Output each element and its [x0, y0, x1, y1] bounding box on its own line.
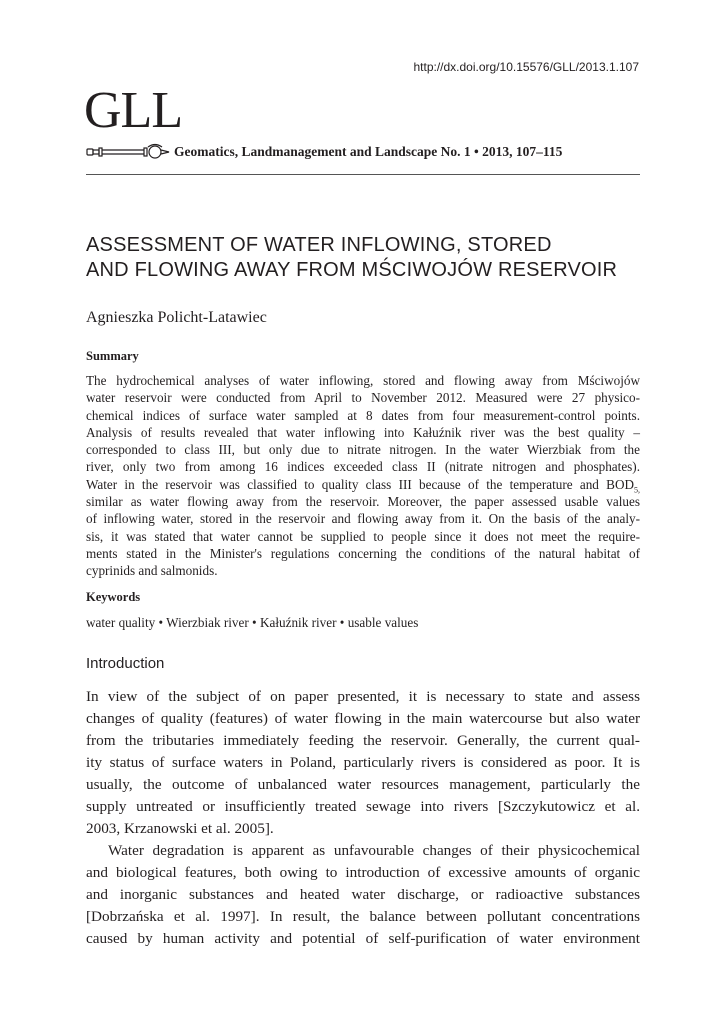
- keywords-heading: Keywords: [86, 590, 141, 604]
- summary-line: water reservoir were conducted from April to November 2012. Measured were 27 physico-: [86, 390, 640, 406]
- summary-line: cyprinids and salmonids.: [86, 563, 218, 579]
- body-line: In view of the subject of on paper presented, it is necessary to state and assess: [86, 688, 640, 705]
- summary-line: Analysis of results revealed that water inflowing into Kałuźnik river was the best quality –: [86, 424, 640, 440]
- journal-line: [86, 143, 562, 161]
- journal-title: Geomatics, Landmanagement and Landscape No. 1 • 2013, 107–115: [174, 144, 563, 159]
- doi-link[interactable]: http://dx.doi.org/10.15576/GLL/2013.1.107: [413, 60, 639, 74]
- summary-line: of inflowing water, stored in the reservoir and flowing away from it. On the basis of the analy-: [86, 511, 640, 527]
- body-line: and biological features, both owing to introduction of excessive amounts of organic: [86, 864, 640, 881]
- summary-line: sis, it was stated that water cannot be supplied to people since it does not meet the require-: [86, 528, 640, 544]
- title-line: ASSESSMENT OF WATER INFLOWING, STORED: [86, 234, 552, 256]
- body-line: and inorganic substances and heated water discharge, or radioactive substances: [86, 886, 640, 903]
- body-line: from the tributaries immediately feeding the reservoir. Generally, the current qual-: [86, 732, 640, 749]
- introduction-body: [86, 686, 640, 950]
- body-line: supply untreated or insufficiently treated sewage into rivers [Szczykutowicz et al.: [86, 798, 640, 815]
- summary-line: corresponded to class III, but only due to nitrate nitrogen. In the water Wierzbiak from the: [86, 442, 640, 458]
- body-line: 2003, Krzanowski et al. 2005].: [86, 820, 274, 837]
- body-line: usually, the outcome of unbalanced water resources management, particularly the: [86, 776, 640, 793]
- summary-line: chemical indices of surface water sampled at 8 dates from four measurement-control points.: [86, 407, 640, 423]
- summary-line-text: Water in the reservoir was classified to quality class III because of the temperature and BOD: [86, 476, 634, 492]
- summary-line: [86, 476, 640, 493]
- summary-line: The hydrochemical analyses of water inflowing, stored and flowing away from Mściwojów: [86, 373, 640, 388]
- body-line: ity status of surface waters in Poland, particularly rivers is considered as poor. It is: [86, 754, 640, 771]
- summary-text: [86, 372, 640, 580]
- body-line: Water degradation is apparent as unfavourable changes of their physicochemical: [108, 842, 640, 859]
- summary-heading: Summary: [86, 349, 139, 363]
- keywords-list: water quality • Wierzbiak river • Kałuźnik river • usable values: [86, 615, 419, 630]
- journal-logo: GLL: [84, 82, 183, 139]
- body-line: [Dobrzańska et al. 1997]. In result, the balance between pollutant concentrations: [86, 908, 640, 925]
- summary-line: similar as water flowing away from the reservoir. Moreover, the paper assessed usable values: [86, 494, 640, 510]
- article-title: [86, 233, 617, 283]
- author-name: Agnieszka Policht-Latawiec: [86, 309, 267, 326]
- introduction-heading: Introduction: [86, 655, 165, 672]
- key-ornament-icon: [86, 143, 170, 161]
- title-line: AND FLOWING AWAY FROM MŚCIWOJÓW RESERVOIR: [86, 259, 618, 281]
- summary-line: ments stated in the Minister's regulations concerning the conditions of the natural habitat of: [86, 545, 640, 561]
- summary-line: river, only two from among 16 indices exceeded class II (nitrate nitrogen and phosphates).: [86, 459, 640, 475]
- header-divider: [86, 174, 640, 175]
- bod-subscript: 5,: [634, 485, 640, 495]
- body-line: caused by human activity and potential of self-purification of water environment: [86, 930, 640, 947]
- body-line: changes of quality (features) of water flowing in the main watercourse but also water: [86, 710, 640, 727]
